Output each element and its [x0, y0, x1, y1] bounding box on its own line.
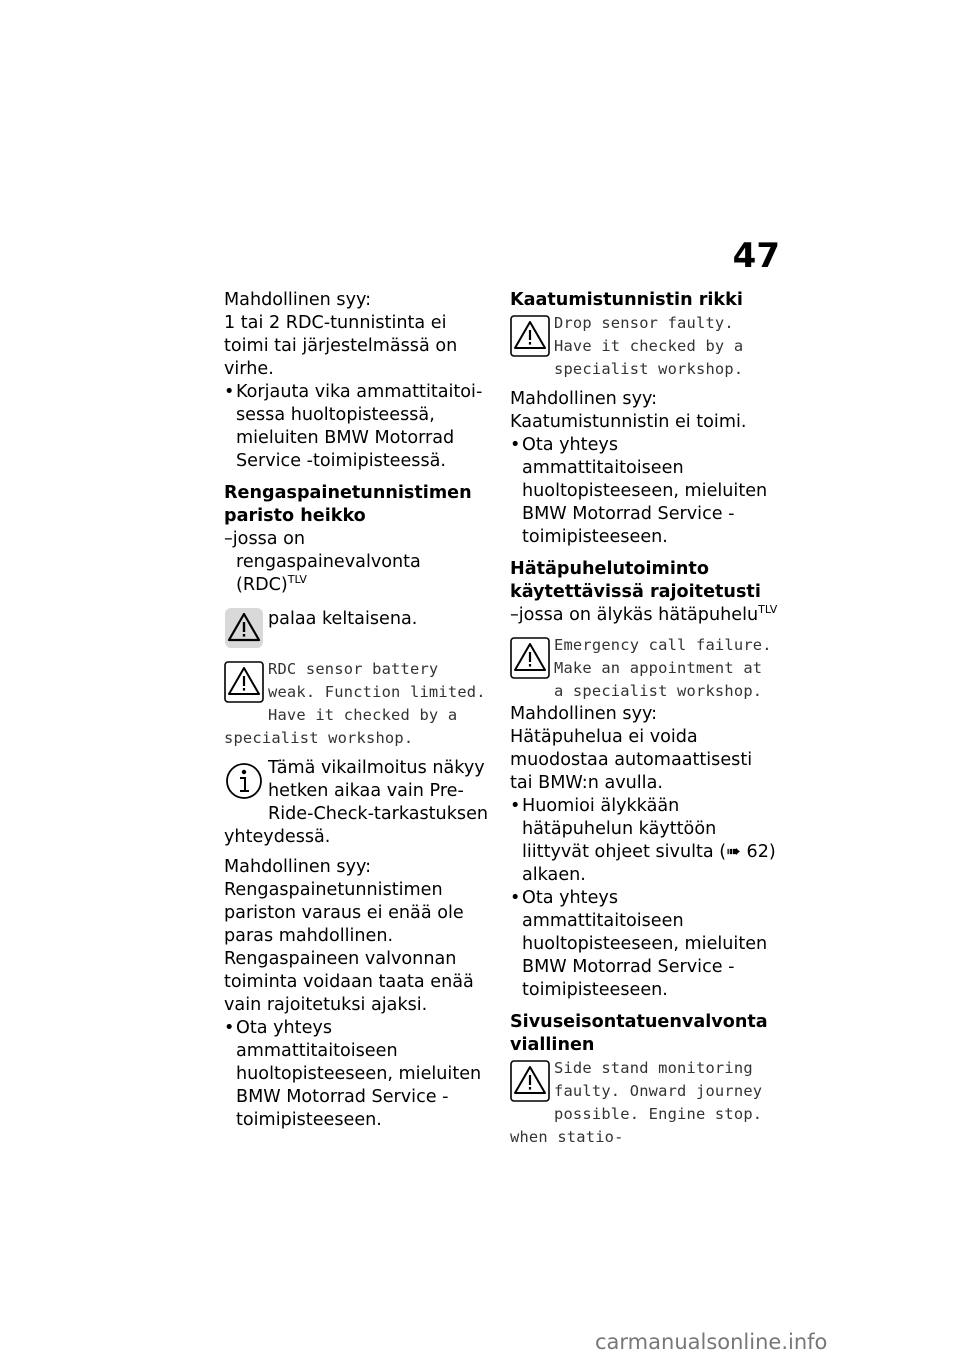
- tlv-superscript: TLV: [758, 603, 778, 617]
- cause-label: Mahdollinen syy:: [224, 857, 372, 877]
- cause-text: Kaatumistunnistin ei toimi.: [510, 412, 747, 432]
- cause-text: Rengaspainetunnistimen pariston varaus ei enää ole paras mahdollinen. Rengaspaineen valvonnan toiminta voidaan taata enää vain rajoitetuksi ajaksi.: [224, 880, 474, 1015]
- bullet-text-end: ) alkaen.: [522, 842, 776, 885]
- right-column: [510, 289, 780, 1149]
- dash-item: [224, 528, 492, 597]
- bullet-item: • Ota yhteys ammattitaitoiseen huoltopisteeseen, mieluiten BMW Motorrad Service -toimipisteeseen.: [510, 434, 780, 549]
- display-message: Emergency call failure. Make an appointment at a specialist workshop.: [554, 636, 772, 700]
- yellow-indicator-block: [224, 604, 492, 651]
- dash-item: [510, 604, 780, 627]
- warning-filled-icon: [224, 607, 264, 649]
- warning-message-block: [510, 1057, 780, 1149]
- bullet-item: • Ota yhteys ammattitaitoiseen huoltopisteeseen, mieluiten BMW Motorrad Service -toimipisteeseen.: [224, 1017, 492, 1132]
- page-reference-link[interactable]: 62: [746, 842, 769, 862]
- cause-text: 1 tai 2 RDC-tunnistinta ei toimi tai järjestelmässä on virhe.: [224, 313, 458, 379]
- cause-label: Mahdollinen syy:: [224, 290, 372, 310]
- info-text: Tämä vikailmoitus näkyy hetken aikaa vain Pre-Ride-Check-tarkastuksen yhteydessä.: [224, 758, 489, 847]
- warning-outline-icon: [510, 315, 550, 357]
- bullet-item: • Korjauta vika ammattitaitoi-sessa huoltopisteessä, mieluiten BMW Motorrad Service -toimipisteessä.: [224, 381, 492, 473]
- info-icon: [224, 760, 264, 802]
- bullet-item: [510, 795, 780, 887]
- section-heading-side-stand: Sivuseisontatuenvalvonta viallinen: [510, 1012, 768, 1055]
- info-block: [224, 757, 492, 849]
- warning-outline-icon: [510, 637, 550, 679]
- section-heading-emergency-call: Hätäpuhelutoiminto käytettävissä rajoitetusti: [510, 559, 761, 602]
- dash-text: –jossa on älykäs hätäpuhelu: [510, 605, 759, 625]
- warning-outline-icon: [224, 661, 264, 703]
- display-message: Side stand monitoring faulty. Onward journey possible. Engine stop. when statio-: [510, 1059, 763, 1146]
- display-message: Drop sensor faulty. Have it checked by a specialist workshop.: [554, 314, 744, 378]
- warning-message-block: [510, 312, 780, 381]
- page-number: 47: [732, 236, 780, 276]
- dash-text: –jossa on rengaspainevalvonta (RDC): [224, 529, 421, 595]
- left-column: [224, 289, 492, 1132]
- watermark: carmanualsonline.info: [595, 1330, 828, 1354]
- display-message: RDC sensor battery weak. Function limited. Have it checked by a specialist workshop.: [224, 660, 486, 747]
- section-heading-battery: Rengaspainetunnistimen paristo heikko: [224, 483, 472, 526]
- page-ref-arrow-icon: ➠: [726, 842, 741, 862]
- warning-outline-icon: [510, 1060, 550, 1102]
- bullet-item: • Ota yhteys ammattitaitoiseen huoltopisteeseen, mieluiten BMW Motorrad Service -toimipisteeseen.: [510, 887, 780, 1002]
- section-heading-drop-sensor: Kaatumistunnistin rikki: [510, 290, 743, 310]
- yellow-text: palaa keltaisena.: [268, 609, 418, 629]
- warning-message-block: [510, 634, 780, 703]
- cause-text: Hätäpuhelua ei voida muodostaa automaattisesti tai BMW:n avulla.: [510, 727, 753, 793]
- tlv-superscript: TLV: [287, 573, 307, 587]
- cause-label: Mahdollinen syy:: [510, 389, 658, 409]
- cause-label: Mahdollinen syy:: [510, 704, 658, 724]
- warning-message-block: [224, 658, 492, 750]
- bullet-text: Huomioi älykkään hätäpuhelun käyttöön liittyvät ohjeet sivulta (: [522, 796, 727, 862]
